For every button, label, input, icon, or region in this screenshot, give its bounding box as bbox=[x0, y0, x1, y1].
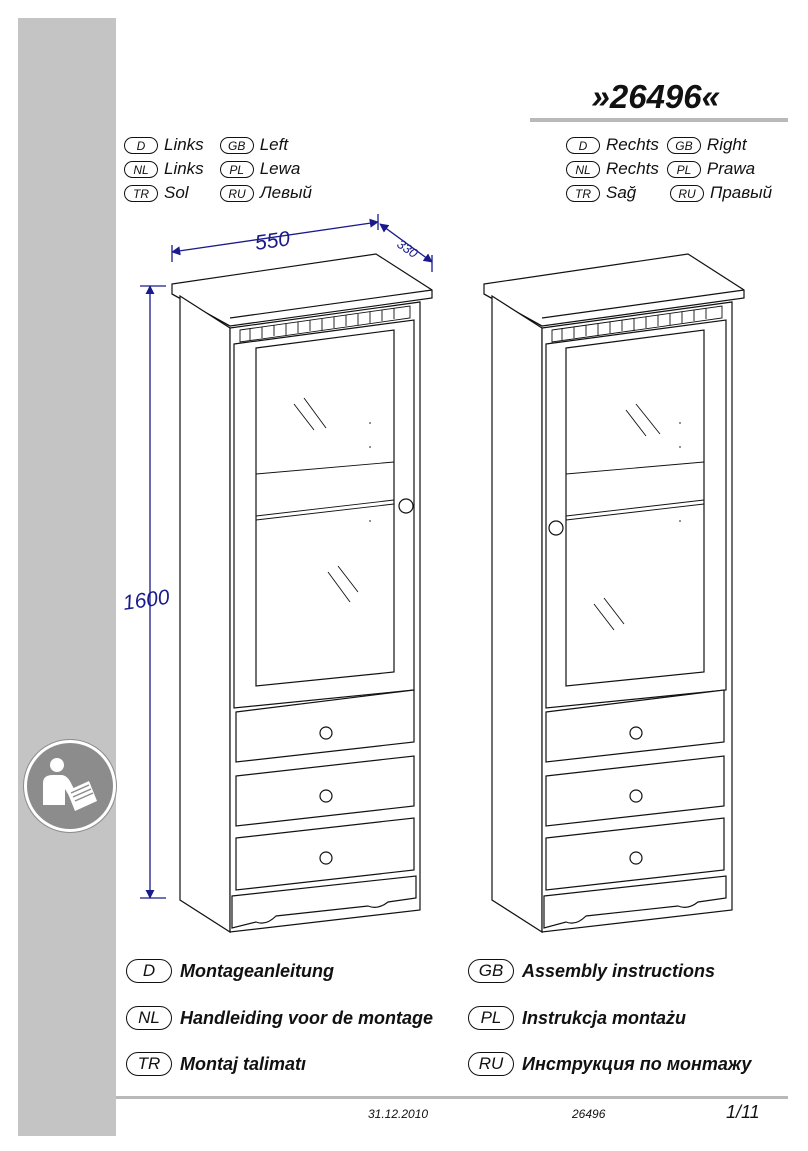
lang-code: D bbox=[566, 137, 600, 154]
dim-width-label: 550 bbox=[253, 227, 292, 255]
instruction-row-pl bbox=[468, 1005, 686, 1031]
lang-code: RU bbox=[670, 185, 704, 202]
lang-word: Right bbox=[706, 135, 747, 154]
lang-code: TR bbox=[566, 185, 600, 202]
lang-word: Sağ bbox=[606, 183, 637, 202]
instruction-lang-code: TR bbox=[126, 1052, 172, 1076]
instruction-text: Montageanleitung bbox=[180, 960, 334, 981]
lang-word: Prawa bbox=[706, 159, 756, 178]
lang-code: GB bbox=[667, 137, 701, 154]
instruction-row-d bbox=[126, 958, 334, 984]
instruction-text: Инструкция по монтажу bbox=[522, 1053, 752, 1074]
instruction-lang-code: GB bbox=[468, 959, 514, 983]
lang-word: Правый bbox=[710, 183, 773, 202]
instruction-lang-code: PL bbox=[468, 1006, 514, 1030]
instruction-lang-code: D bbox=[126, 959, 172, 983]
lang-word: Left bbox=[259, 135, 289, 154]
lang-word: Lewa bbox=[259, 159, 301, 178]
lang-word: Links bbox=[164, 135, 204, 154]
lang-word: Links bbox=[164, 159, 204, 178]
instruction-row-tr bbox=[126, 1051, 306, 1077]
instruction-text: Montaj talimatı bbox=[180, 1053, 307, 1074]
lang-code: PL bbox=[667, 161, 701, 178]
instruction-text: Assembly instructions bbox=[522, 960, 716, 981]
page-number: 1/11 bbox=[726, 1102, 760, 1122]
sidebar-footer-band bbox=[18, 1098, 116, 1136]
left-cabinet bbox=[172, 254, 432, 932]
lang-word: Левый bbox=[260, 183, 312, 202]
lang-word: Sol bbox=[164, 183, 189, 202]
instruction-row-ru bbox=[468, 1051, 751, 1077]
lang-word: Rechts bbox=[606, 159, 659, 178]
lang-code: RU bbox=[220, 185, 254, 202]
instruction-row-nl bbox=[126, 1005, 433, 1031]
instruction-lang-code: NL bbox=[126, 1006, 172, 1030]
lang-code: GB bbox=[220, 137, 254, 154]
instruction-row-gb bbox=[468, 958, 715, 984]
lang-code: NL bbox=[566, 161, 600, 178]
lang-code: NL bbox=[124, 161, 158, 178]
instruction-text: Handleiding voor de montage bbox=[180, 1007, 434, 1028]
dim-depth-label: 330 bbox=[394, 236, 421, 261]
instruction-text: Instrukcja montażu bbox=[522, 1007, 687, 1028]
lang-code: TR bbox=[124, 185, 158, 202]
instruction-lang-code: RU bbox=[468, 1052, 514, 1076]
dim-height-label: 1600 bbox=[121, 585, 171, 615]
model-number-title: »26496« bbox=[591, 78, 720, 115]
footer-divider bbox=[116, 1096, 788, 1099]
lang-code: D bbox=[124, 137, 158, 154]
footer-date: 31.12.2010 bbox=[368, 1107, 429, 1121]
right-cabinet bbox=[484, 254, 744, 932]
lang-word: Rechts bbox=[606, 135, 659, 154]
footer-article-number: 26496 bbox=[572, 1107, 606, 1121]
lang-code: PL bbox=[220, 161, 254, 178]
